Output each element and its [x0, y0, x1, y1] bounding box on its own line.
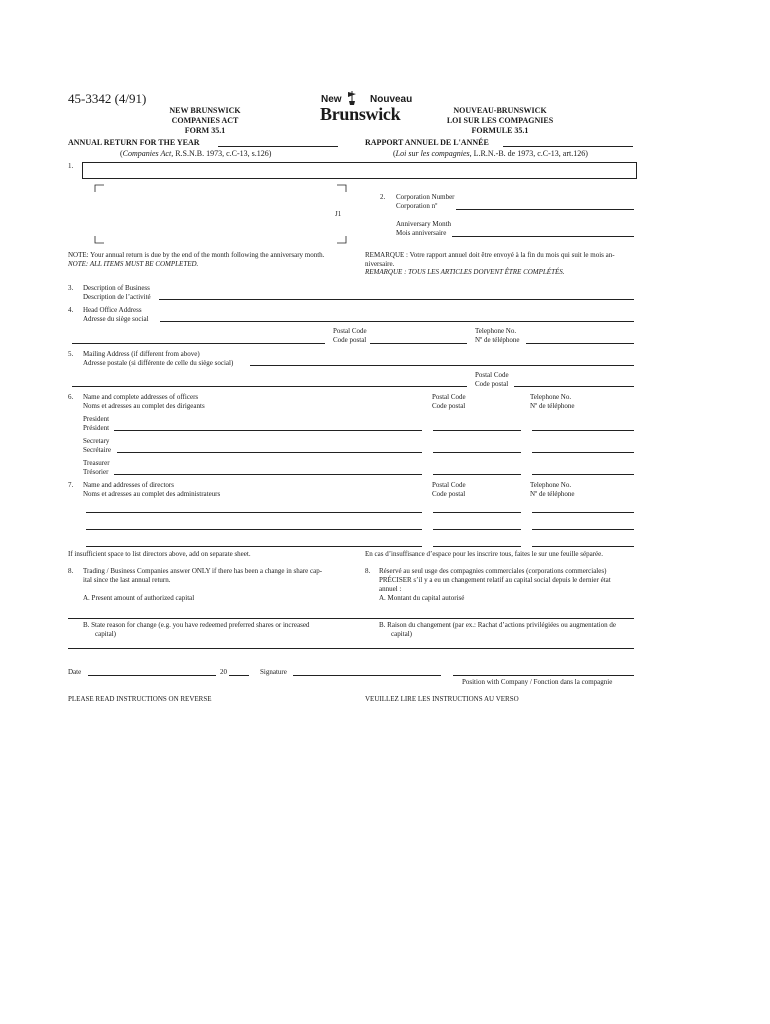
- item1-name-box[interactable]: [82, 162, 637, 179]
- secretary-fr: Secrétaire: [83, 446, 111, 454]
- form-code: 45-3342 (4/91): [68, 91, 147, 106]
- corp-number-en: Corporation Number: [396, 193, 455, 201]
- year-en-field[interactable]: [218, 146, 338, 147]
- anniversary-en: Anniversary Month: [396, 220, 452, 228]
- item8a-en: A. Present amount of authorized capital: [83, 594, 195, 602]
- directors-phone-en: Telephone No.: [530, 481, 572, 489]
- corp-number-fr: Corporation nº: [396, 202, 438, 210]
- director-3-address-field[interactable]: [86, 546, 422, 547]
- head-office-phone-field[interactable]: [526, 343, 634, 344]
- president-fr: Président: [83, 424, 110, 432]
- mailing-address-field[interactable]: [250, 365, 634, 366]
- header-left-act: COMPANIES ACT: [171, 116, 239, 125]
- mailing-address-line2[interactable]: [72, 386, 467, 387]
- position-label: Position with Company / Fonction dans la compagnie: [462, 678, 613, 686]
- item8-number-fr: 8.: [365, 567, 371, 575]
- officers-phone-fr: Nº de téléphone: [530, 402, 575, 410]
- item5-fr: Adresse postale (si différente de celle du siège social): [83, 359, 234, 367]
- director-3-phone-field[interactable]: [532, 546, 634, 547]
- header-left-form: FORM 35.1: [184, 126, 226, 135]
- reference-fr-italic: Loi sur les compagnies: [395, 149, 470, 158]
- corp-number-field[interactable]: [456, 209, 634, 210]
- item7-number: 7.: [68, 481, 74, 489]
- logo-brunswick: Brunswick: [320, 104, 401, 124]
- item4-fr: Adresse du siège social: [83, 315, 149, 323]
- item8b-en-2: capital): [95, 630, 116, 638]
- reference-en-rest: , R.S.N.B. 1973, c.C-13, s.126): [171, 149, 272, 158]
- item8-en-1: Trading / Business Companies answer ONLY if there has been a change in share cap-: [83, 567, 323, 575]
- header-right-form: FORMULE 35.1: [471, 126, 529, 135]
- head-office-address-line2[interactable]: [72, 343, 325, 344]
- officers-postal-fr: Code postal: [432, 402, 466, 410]
- head-office-postal-field[interactable]: [370, 343, 467, 344]
- treasurer-address-field[interactable]: [114, 474, 422, 475]
- item8b-en-1: B. State reason for change (e.g. you have redeemed preferred shares or increased: [83, 621, 310, 629]
- item1-number: 1.: [68, 162, 74, 170]
- item8-fr-3: annuel :: [379, 585, 402, 593]
- item8-fr-2: PRÉCISER s’il y a eu un changement relatif au capital social depuis le dernier état: [379, 576, 611, 584]
- address-window-corners: [94, 184, 350, 246]
- treasurer-fr: Trésorier: [83, 468, 109, 476]
- officers-phone-en: Telephone No.: [530, 393, 572, 401]
- note-en-italic: NOTE: ALL ITEMS MUST BE COMPLETED.: [68, 260, 199, 268]
- insufficient-space-fr: En cas d’insuffisance d’espace pour les inscrire tous, faites le sur une feuille séparée.: [365, 550, 603, 558]
- director-2-phone-field[interactable]: [532, 529, 634, 530]
- treasurer-postal-field[interactable]: [433, 474, 521, 475]
- reference-fr-rest: , L.R.N.-B. de 1973, c.C-13, art.126): [469, 149, 588, 158]
- director-1-phone-field[interactable]: [532, 512, 634, 513]
- business-description-field[interactable]: [159, 299, 634, 300]
- note-fr-2: niversaire.: [365, 260, 395, 268]
- item5-en: Mailing Address (if different from above): [83, 350, 200, 358]
- item7-en: Name and addresses of directors: [83, 481, 174, 489]
- item2-number: 2.: [380, 193, 386, 201]
- authorized-capital-field[interactable]: [68, 618, 634, 619]
- note-en: NOTE: Your annual return is due by the end of the month following the anniversary month.: [68, 251, 325, 259]
- change-reason-field[interactable]: [68, 648, 634, 649]
- secretary-address-field[interactable]: [117, 452, 422, 453]
- directors-postal-fr: Code postal: [432, 490, 466, 498]
- mailing-postal-fr: Code postal: [475, 380, 509, 388]
- item7-fr: Noms et adresses au complet des administrateurs: [83, 490, 221, 498]
- reference-fr: (Loi sur les compagnies, L.R.N.-B. de 1973, c.C-13, art.126): [393, 149, 588, 158]
- director-2-postal-field[interactable]: [433, 529, 521, 530]
- signature-field[interactable]: [293, 675, 441, 676]
- head-office-address-field[interactable]: [160, 321, 634, 322]
- date-field[interactable]: [88, 675, 216, 676]
- note-fr-italic: REMARQUE : TOUS LES ARTICLES DOIVENT ÊTRE COMPLÉTÉS.: [365, 268, 565, 276]
- anniversary-field[interactable]: [452, 236, 634, 237]
- secretary-postal-field[interactable]: [433, 452, 521, 453]
- item4-number: 4.: [68, 306, 74, 314]
- treasurer-phone-field[interactable]: [532, 474, 634, 475]
- president-en: President: [83, 415, 110, 423]
- item8-number-en: 8.: [68, 567, 74, 575]
- item8-en-2: ital since the last annual return.: [83, 576, 171, 584]
- reference-en: (Companies Act, R.S.N.B. 1973, c.C-13, s.126): [120, 149, 272, 158]
- nb-logo: [318, 88, 414, 124]
- item3-fr: Description de l’activité: [83, 293, 151, 301]
- insufficient-space-en: If insufficient space to list directors above, add on separate sheet.: [68, 550, 251, 558]
- item8-fr-1: Réservé au seul usge des compagnies commerciales (corporations commerciales): [379, 567, 607, 575]
- signature-label: Signature: [260, 668, 287, 676]
- reference-en-italic: Companies Act: [122, 149, 172, 158]
- president-address-field[interactable]: [114, 430, 422, 431]
- directors-phone-fr: Nº de téléphone: [530, 490, 575, 498]
- year-fr-field[interactable]: [503, 146, 633, 147]
- header-right-act: LOI SUR LES COMPAGNIES: [446, 116, 554, 125]
- director-1-postal-field[interactable]: [433, 512, 521, 513]
- item3-en: Description of Business: [83, 284, 150, 292]
- title-fr: RAPPORT ANNUEL DE L'ANNÉE: [365, 138, 489, 147]
- logo-new: New: [321, 94, 342, 105]
- president-phone-field[interactable]: [532, 430, 634, 431]
- header-left-org: NEW BRUNSWICK: [169, 106, 241, 115]
- head-office-postal-en: Postal Code: [333, 327, 367, 335]
- year-prefix: 20: [220, 668, 227, 676]
- item4-en: Head Office Address: [83, 306, 142, 314]
- head-office-postal-fr: Code postal: [333, 336, 367, 344]
- director-1-address-field[interactable]: [86, 512, 422, 513]
- item6-number: 6.: [68, 393, 74, 401]
- instructions-fr: VEUILLEZ LIRE LES INSTRUCTIONS AU VERSO: [365, 695, 519, 703]
- mailing-postal-field[interactable]: [514, 386, 634, 387]
- title-en: ANNUAL RETURN FOR THE YEAR: [68, 138, 200, 147]
- header-left-block: [150, 106, 260, 136]
- head-office-phone-en: Telephone No.: [475, 327, 517, 335]
- director-2-address-field[interactable]: [86, 529, 422, 530]
- anniversary-fr: Mois anniversaire: [396, 229, 447, 237]
- item8b-fr-1: B. Raison du changement (par ex.: Rachat d’actions privilégiées ou augmentation de: [379, 621, 616, 629]
- year-suffix-field[interactable]: [229, 675, 249, 676]
- secretary-phone-field[interactable]: [532, 452, 634, 453]
- director-3-postal-field[interactable]: [433, 546, 521, 547]
- treasurer-en: Treasurer: [83, 459, 110, 467]
- date-label: Date: [68, 668, 82, 676]
- header-right-org: NOUVEAU-BRUNSWICK: [453, 106, 547, 115]
- item6-en: Name and complete addresses of officers: [83, 393, 199, 401]
- header-right-block: [430, 106, 570, 136]
- item5-number: 5.: [68, 350, 74, 358]
- head-office-phone-fr: Nº de téléphone: [475, 336, 520, 344]
- officers-postal-en: Postal Code: [432, 393, 466, 401]
- j1-label: J1: [335, 210, 342, 218]
- president-postal-field[interactable]: [433, 430, 521, 431]
- note-fr-1: REMARQUE : Votre rapport annuel doit être envoyé à la fin du mois qui suit le mois an-: [365, 251, 615, 259]
- mailing-postal-en: Postal Code: [475, 371, 509, 379]
- item3-number: 3.: [68, 284, 74, 292]
- item8b-fr-2: capital): [391, 630, 412, 638]
- item8a-fr: A. Montant du capital autorisé: [379, 594, 465, 602]
- instructions-en: PLEASE READ INSTRUCTIONS ON REVERSE: [68, 695, 212, 703]
- secretary-en: Secretary: [83, 437, 110, 445]
- item6-fr: Noms et adresses au complet des dirigeants: [83, 402, 205, 410]
- directors-postal-en: Postal Code: [432, 481, 466, 489]
- logo-nouveau: Nouveau: [370, 94, 413, 105]
- position-field[interactable]: [453, 675, 634, 676]
